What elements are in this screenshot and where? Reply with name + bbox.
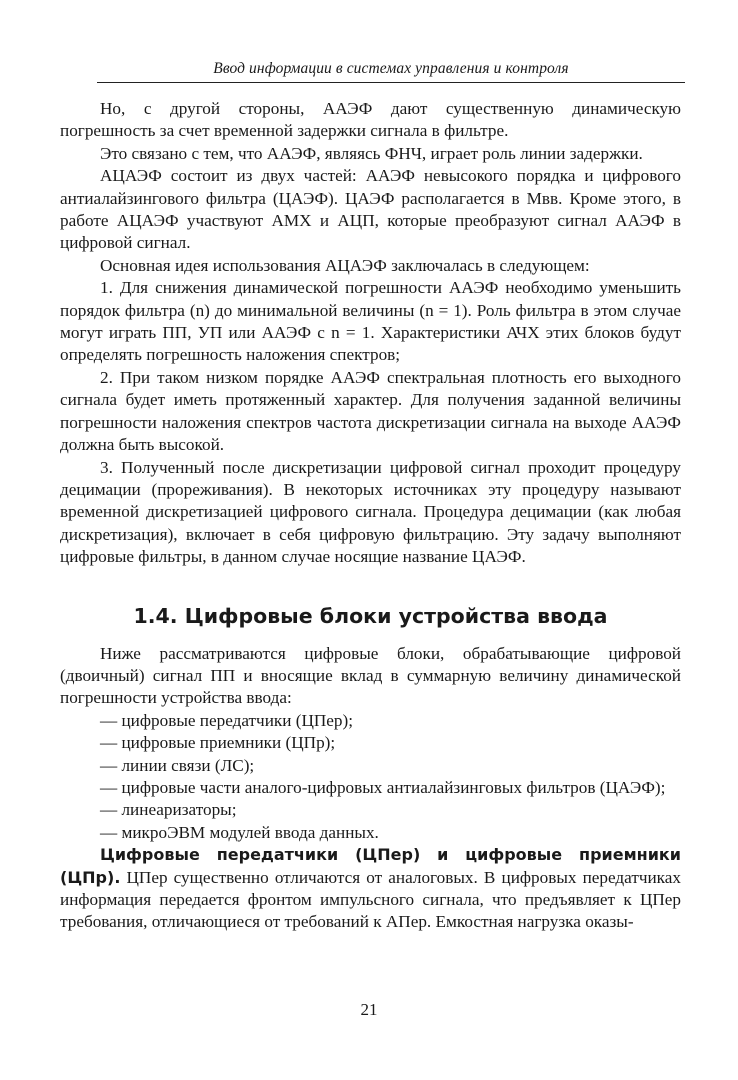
list-paragraph: 2. При таком низком порядке ААЭФ спектральная плотность его выходного сигнала будет иметь протяженный характер. Для получения заданной величины погрешности наложения спектров частота дискретизации сигнала на выходе ААЭФ должна быть высокой.: [60, 367, 681, 455]
list-item: — цифровые части аналого-цифровых антиалайзинговых фильтров (ЦАЭФ);: [100, 777, 666, 797]
paragraph: Основная идея использования АЦАЭФ заключалась в следующем:: [100, 255, 590, 275]
page-number: 21: [360, 1000, 378, 1019]
list-paragraph: 1. Для снижения динамической погрешности ААЭФ необходимо уменьшить порядок фильтра (n) до минимальной величины (n = 1). Роль фильтра в этом случае могут играть ПП, УП или ААЭФ с n = 1. Характеристики АЧХ этих блоков будут определять погрешность наложения спектров;: [60, 278, 681, 365]
running-header: Ввод информации в системах управления и контроля: [97, 60, 685, 83]
list-item: — микроЭВМ модулей ввода данных.: [100, 822, 379, 842]
list-item: — цифровые приемники (ЦПр);: [100, 733, 336, 753]
bold-lead-text: Цифровые передатчики (ЦПер) и цифровые приемники (ЦПр).: [60, 845, 681, 887]
paragraph: АЦАЭФ состоит из двух частей: ААЭФ невысокого порядка и цифрового антиалайзингового фильтра (ЦАЭФ). ЦАЭФ располагается в Мвв. Кроме этого, в работе АЦАЭФ участвуют АМХ и АЦП, которые преобразуют сигнал ААЭФ в цифровой сигнал.: [60, 166, 681, 253]
list-item: — цифровые передатчики (ЦПер);: [100, 710, 354, 730]
paragraph: Это связано с тем, что ААЭФ, являясь ФНЧ, играет роль линии задержки.: [100, 143, 643, 163]
paragraph-with-bold-lead: [60, 844, 681, 934]
section-heading: 1.4. Цифровые блоки устройства ввода: [133, 603, 608, 628]
paragraph: Но, с другой стороны, ААЭФ дают существенную динамическую погрешность за счет временной задержки сигнала в фильтре.: [60, 99, 681, 141]
list-item: — линии связи (ЛС);: [100, 755, 255, 775]
page-body: [60, 98, 681, 934]
list-item: — линеаризаторы;: [100, 800, 237, 820]
paragraph-text: ЦПер существенно отличаются от аналоговых. В цифровых передатчиках информация передается фронтом импульсного сигнала, что предъявляет к ЦПер требования, отличающиеся от требований к АПер. Емкостная нагрузка оказы-: [60, 867, 681, 932]
paragraph: Ниже рассматриваются цифровые блоки, обрабатывающие цифровой (двоичный) сигнал ПП и вносящие вклад в суммарную величину динамической погрешности устройства ввода:: [60, 643, 681, 708]
list-paragraph: 3. Полученный после дискретизации цифровой сигнал проходит процедуру децимации (прореживания). В некоторых источниках эту процедуру называют временной дискретизацией цифрового сигнала. Процедура децимации (как любая дискретизация), включает в себя цифровую фильтрацию. Эту задачу выполняют цифровые фильтры, в данном случае носящие название ЦАЭФ.: [60, 457, 681, 567]
